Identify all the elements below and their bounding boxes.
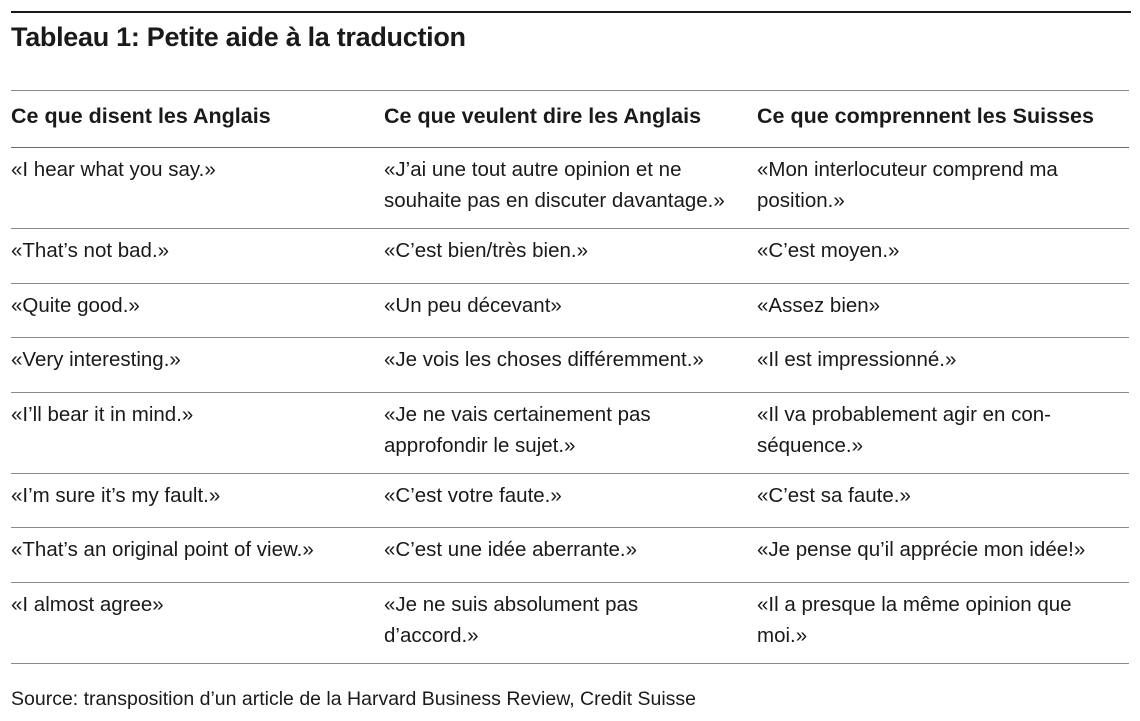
table-row [11, 583, 1129, 664]
table-title: Tableau 1: Petite aide à la traduction [11, 22, 466, 52]
table-row [11, 284, 1129, 339]
cell-meant: «C’est bien/très bien.» [384, 239, 588, 262]
cell-understood: «Il a presque la même opinion que moi.» [757, 592, 1072, 647]
table-row [11, 338, 1129, 393]
cell-said: «I’m sure it’s my fault.» [11, 483, 221, 507]
cell-understood: «Il va probablement agir en con- séquence.» [757, 402, 1052, 457]
cell-said: «Quite good.» [11, 293, 140, 317]
table-row [11, 393, 1129, 474]
header-swiss-understood: Ce que comprennent les Suisses [757, 104, 1094, 128]
cell-meant: «C’est une idée aberrante.» [384, 538, 638, 561]
source-note: Source: transposition d’un article de la Harvard Business Review, Credit Suisse [11, 688, 696, 710]
table-row [11, 474, 1129, 529]
cell-meant: «Je ne vais certainement pas approfondir le sujet.» [384, 402, 651, 457]
cell-said: «I hear what you say.» [11, 158, 216, 181]
cell-understood: «C’est moyen.» [757, 239, 900, 262]
cell-meant: «Un peu décevant» [384, 293, 562, 317]
cell-understood: «Il est impressionné.» [757, 348, 957, 371]
cell-said: «I’ll bear it in mind.» [11, 402, 194, 426]
cell-said: «I almost agree» [11, 592, 164, 616]
cell-said: «That’s not bad.» [11, 239, 170, 262]
cell-understood: «Mon interlocuteur comprend ma position.» [757, 158, 1058, 212]
cell-meant: «Je vois les choses différemment.» [384, 348, 704, 371]
table-row [11, 229, 1129, 284]
table-row [11, 148, 1129, 229]
cell-meant: «J’ai une tout autre opinion et ne souhaite pas en discuter davantage.» [384, 158, 725, 212]
cell-understood: «Je pense qu’il apprécie mon idée!» [757, 538, 1086, 561]
top-rule [11, 11, 1131, 13]
translation-table [11, 90, 1129, 664]
cell-said: «Very interesting.» [11, 348, 181, 371]
header-english-meant: Ce que veulent dire les Anglais [384, 104, 702, 128]
cell-understood: «C’est sa faute.» [757, 483, 911, 507]
header-english-said: Ce que disent les Anglais [11, 104, 271, 128]
cell-said: «That’s an original point of view.» [11, 538, 314, 561]
table-row [11, 528, 1129, 583]
cell-meant: «Je ne suis absolument pas d’accord.» [384, 592, 639, 647]
cell-understood: «Assez bien» [757, 293, 881, 317]
table-header-row [11, 91, 1129, 148]
cell-meant: «C’est votre faute.» [384, 483, 562, 507]
